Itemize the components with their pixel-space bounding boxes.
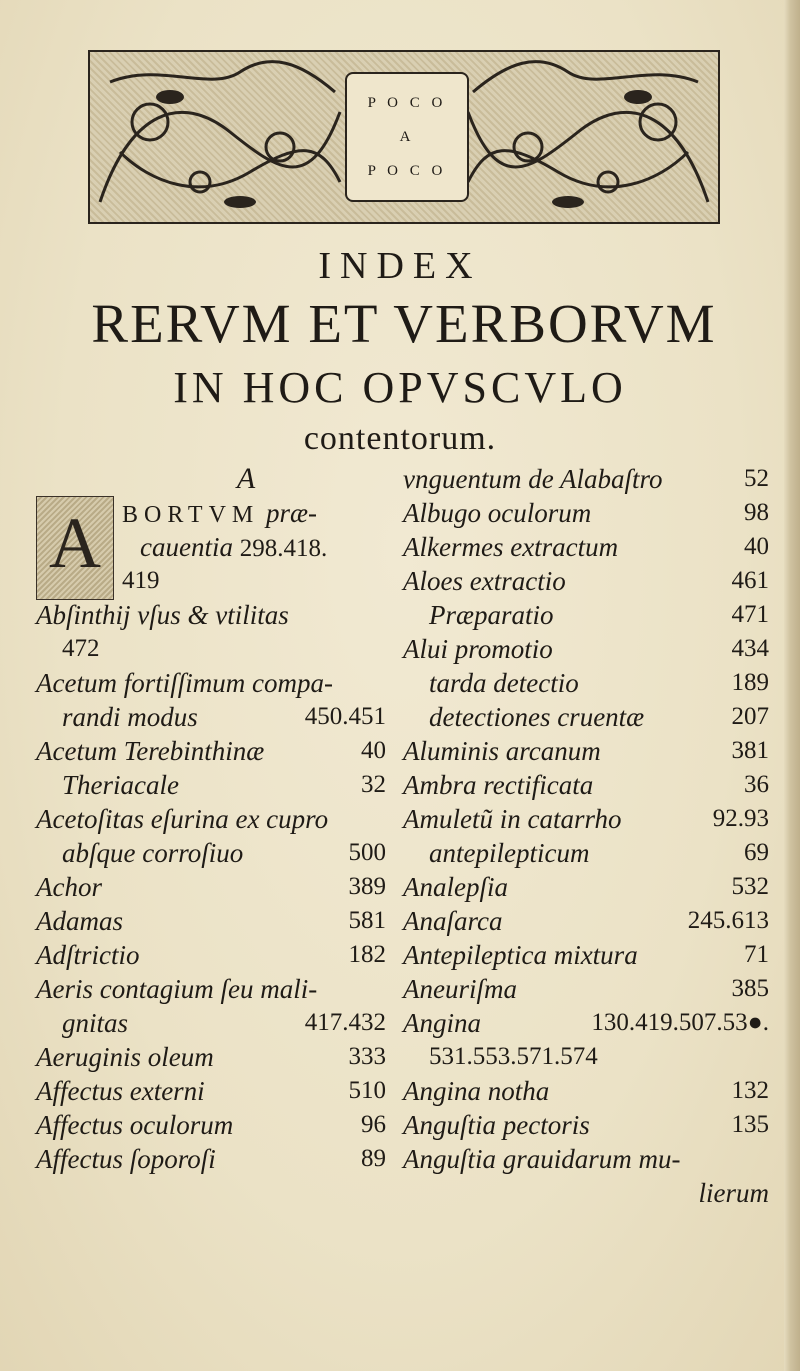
index-entry xyxy=(403,1142,769,1176)
index-entry xyxy=(36,870,386,904)
entry-term: lierum xyxy=(698,1178,769,1208)
index-entry xyxy=(403,1176,769,1210)
plate-line-2: A xyxy=(399,129,415,145)
entry-term: Aeris contagium ſeu mali- xyxy=(36,974,318,1004)
index-entry xyxy=(36,632,386,666)
entry-page: 96 xyxy=(361,1111,386,1138)
index-entry xyxy=(403,938,769,972)
first-entry-rest: præ- xyxy=(266,498,318,528)
entry-term: 531.553.571.574 xyxy=(429,1043,598,1070)
entry-term: Theriacale xyxy=(62,770,179,800)
entry-page: 89 xyxy=(361,1145,386,1172)
index-entry xyxy=(36,734,386,768)
entry-term: Achor xyxy=(36,872,102,902)
entry-page: 132 xyxy=(731,1077,769,1104)
index-entry xyxy=(403,530,769,564)
index-entry xyxy=(403,972,769,1006)
entry-page: 434 xyxy=(731,635,769,662)
entry-term: randi modus xyxy=(62,702,198,732)
entry-page: 71 xyxy=(744,941,769,968)
entry-term: Acetum fortiſſimum compa- xyxy=(36,668,333,698)
entry-page: 135 xyxy=(731,1111,769,1138)
index-entry xyxy=(36,972,386,1006)
index-entry xyxy=(36,598,386,632)
entry-page: 189 xyxy=(731,669,769,696)
index-entry xyxy=(36,1040,386,1074)
woodcut-headpiece xyxy=(88,50,720,224)
right-entry-list xyxy=(403,462,769,1210)
entry-term: Angina notha xyxy=(403,1076,550,1106)
entry-term: Præparatio xyxy=(429,600,554,630)
entry-page: 450.451 xyxy=(304,703,386,730)
entry-page: 52 xyxy=(744,465,769,492)
index-entry xyxy=(36,904,386,938)
entry-term: tarda detectio xyxy=(429,668,579,698)
entry-page: 581 xyxy=(348,907,386,934)
entry-term: 472 xyxy=(62,635,100,662)
section-letter: A xyxy=(236,462,256,495)
entry-page: 500 xyxy=(348,839,386,866)
entry-term: Alkermes extractum xyxy=(403,532,619,562)
initial-letter: A xyxy=(49,503,101,583)
entry-term: Anguſtia grauidarum mu- xyxy=(403,1144,681,1174)
index-entry xyxy=(36,1074,386,1108)
index-entry xyxy=(36,802,386,836)
title-rerum: RERVM ET VERBORVM xyxy=(91,293,717,354)
first-entry-line3: 419 xyxy=(122,567,160,594)
entry-page: 471 xyxy=(731,601,769,628)
index-entry xyxy=(36,700,386,734)
first-entry-pages: 298.418. xyxy=(239,535,328,562)
page-edge xyxy=(784,0,800,1371)
title-index: INDEX xyxy=(318,245,482,287)
entry-term: Antepileptica mixtura xyxy=(403,940,638,970)
index-entry xyxy=(403,870,769,904)
entry-page: 32 xyxy=(361,771,386,798)
entry-term: Affectus oculorum xyxy=(36,1110,234,1140)
entry-term: Affectus externi xyxy=(36,1076,205,1106)
index-entry xyxy=(403,598,769,632)
plate-line-3: P O C O xyxy=(367,163,447,179)
entry-term: Alui promotio xyxy=(403,634,553,664)
index-entry xyxy=(36,1108,386,1142)
entry-term: Angina xyxy=(403,1008,481,1038)
entry-term: Adſtrictio xyxy=(36,940,140,970)
entry-term: Abſinthij vſus & vtilitas xyxy=(36,600,289,630)
entry-term: Albugo oculorum xyxy=(403,498,592,528)
entry-page: 130.419.507.53●. xyxy=(591,1009,769,1036)
entry-page: 381 xyxy=(731,737,769,764)
index-entry xyxy=(403,734,769,768)
index-entry xyxy=(36,1142,386,1176)
entry-term: Aeruginis oleum xyxy=(36,1042,214,1072)
entry-term: abſque corroſiuo xyxy=(62,838,244,868)
entry-page: 389 xyxy=(348,873,386,900)
entry-term: Aloes extractio xyxy=(403,566,566,596)
entry-page: 385 xyxy=(731,975,769,1002)
entry-page: 92.93 xyxy=(712,805,769,832)
entry-term: detectiones cruentæ xyxy=(429,702,645,732)
plate-line-1: P O C O xyxy=(367,95,447,111)
index-entry xyxy=(36,666,386,700)
index-entry xyxy=(403,666,769,700)
index-entry xyxy=(36,836,386,870)
headpiece-plate xyxy=(345,72,469,202)
entry-term: Adamas xyxy=(36,906,123,936)
entry-term: vnguentum de Alabaſtro xyxy=(403,464,663,494)
entry-term: Acetum Terebinthinæ xyxy=(36,736,265,766)
entry-term: Amuletũ in catarrho xyxy=(403,804,622,834)
index-column-right xyxy=(403,462,769,1210)
entry-page: 40 xyxy=(361,737,386,764)
first-entry xyxy=(36,496,386,598)
title-contentorum: contentorum. xyxy=(303,420,497,457)
entry-page: 417.432 xyxy=(304,1009,386,1036)
entry-term: Acetoſitas eſurina ex cupro xyxy=(36,804,329,834)
index-entry xyxy=(403,1006,769,1040)
entry-page: 69 xyxy=(744,839,769,866)
entry-page: 510 xyxy=(348,1077,386,1104)
left-entry-list xyxy=(36,598,386,1176)
entry-page: 245.613 xyxy=(687,907,769,934)
index-column-left xyxy=(36,462,386,1176)
entry-page: 40 xyxy=(744,533,769,560)
index-entry xyxy=(403,700,769,734)
index-entry xyxy=(403,904,769,938)
index-entry xyxy=(403,1074,769,1108)
index-entry xyxy=(403,496,769,530)
entry-term: Ambra rectificata xyxy=(403,770,594,800)
entry-term: Aluminis arcanum xyxy=(403,736,601,766)
entry-term: Analepſia xyxy=(403,872,508,902)
entry-page: 98 xyxy=(744,499,769,526)
entry-term: Aneuriſma xyxy=(403,974,517,1004)
first-entry-caps: BORTVM xyxy=(122,502,260,528)
first-entry-line2: cauentia xyxy=(140,532,233,562)
entry-term: Anaſarca xyxy=(403,906,503,936)
index-entry xyxy=(403,564,769,598)
index-entry xyxy=(403,462,769,496)
index-entry xyxy=(36,768,386,802)
entry-page: 461 xyxy=(731,567,769,594)
index-entry xyxy=(403,632,769,666)
index-entry xyxy=(403,1040,769,1074)
index-entry xyxy=(36,1006,386,1040)
index-entry xyxy=(403,1108,769,1142)
index-entry xyxy=(403,802,769,836)
entry-term: antepilepticum xyxy=(429,838,590,868)
entry-page: 333 xyxy=(348,1043,386,1070)
entry-page: 532 xyxy=(731,873,769,900)
entry-page: 36 xyxy=(744,771,769,798)
entry-page: 182 xyxy=(348,941,386,968)
entry-page: 207 xyxy=(731,703,769,730)
index-entry xyxy=(403,836,769,870)
entry-term: Anguſtia pectoris xyxy=(403,1110,590,1140)
title-in-hoc: IN HOC OPVSCVLO xyxy=(173,363,627,412)
entry-term: gnitas xyxy=(62,1008,129,1038)
index-entry xyxy=(403,768,769,802)
index-entry xyxy=(36,938,386,972)
decorated-initial xyxy=(36,496,114,600)
entry-term: Affectus ſoporoſi xyxy=(36,1144,216,1174)
